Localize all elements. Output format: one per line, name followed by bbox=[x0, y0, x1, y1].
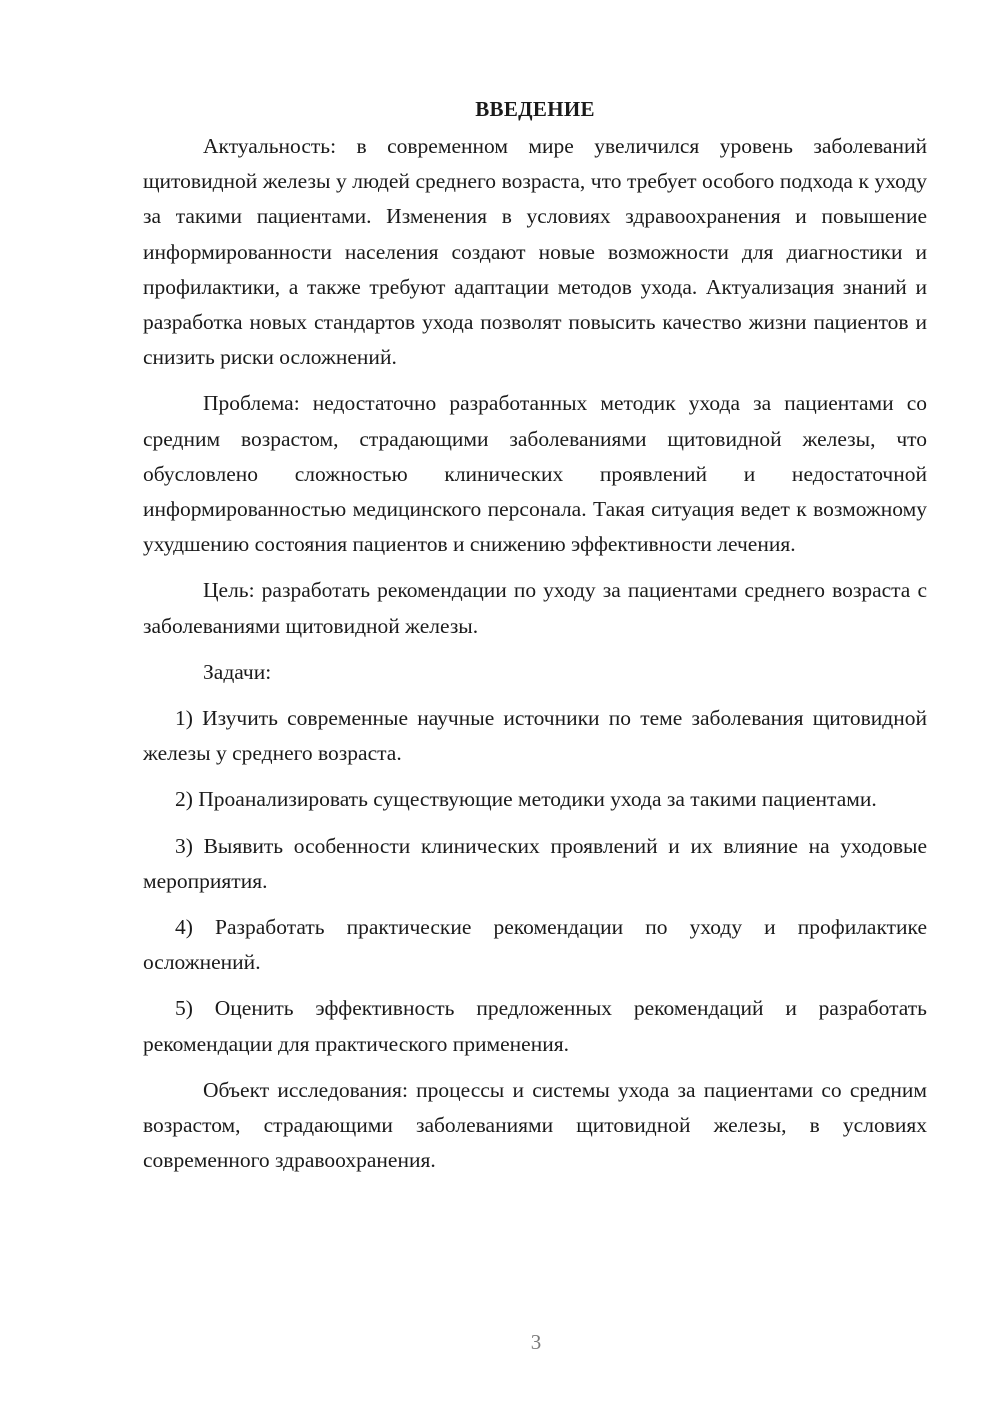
document-page bbox=[143, 92, 927, 1189]
section-title: ВВЕДЕНИЕ bbox=[475, 97, 595, 121]
task-item-3: 3) Выявить особенности клинических проявлений и их влияние на уходовые мероприятия. bbox=[143, 833, 927, 893]
page-number: 3 bbox=[530, 1330, 542, 1354]
task-item-4: 4) Разработать практические рекомендации по уходу и профилактике осложнений. bbox=[143, 915, 927, 975]
paragraph-object: Объект исследования: процессы и системы ухода за пациентами со средним возрастом, страдающими заболеваниями щитовидной железы, в условиях современного здравоохранения. bbox=[143, 1077, 927, 1173]
paragraph-relevance: Актуальность: в современном мире увеличился уровень заболеваний щитовидной железы у людей среднего возраста, что требует особого подхода к уходу за такими пациентами. Изменения в условиях здравоохранения и повышение информированности населения создают новые возможности для диагностики и профилактики, а также требуют адаптации методов ухода. Актуализация знаний и разработка новых стандартов ухода позволят повысить качество жизни пациентов и снизить риски осложнений. bbox=[143, 134, 927, 370]
task-item-2: 2) Проанализировать существующие методики ухода за такими пациентами. bbox=[175, 787, 877, 812]
task-item-5: 5) Оценить эффективность предложенных рекомендаций и разработать рекомендации для практического применения. bbox=[143, 996, 927, 1056]
task-item-1: 1) Изучить современные научные источники по теме заболевания щитовидной железы у среднего возраста. bbox=[143, 706, 927, 766]
paragraph-goal: Цель: разработать рекомендации по уходу за пациентами среднего возраста с заболеваниями щитовидной железы. bbox=[143, 578, 927, 638]
tasks-heading: Задачи: bbox=[203, 659, 272, 684]
paragraph-problem: Проблема: недостаточно разработанных методик ухода за пациентами со средним возрастом, страдающими заболеваниями щитовидной железы, что обусловлено сложностью клинических проявлений и недостаточной информированностью медицинского персонала. Такая ситуация ведет к возможному ухудшению состояния пациентов и снижению эффективности лечения. bbox=[143, 391, 927, 557]
